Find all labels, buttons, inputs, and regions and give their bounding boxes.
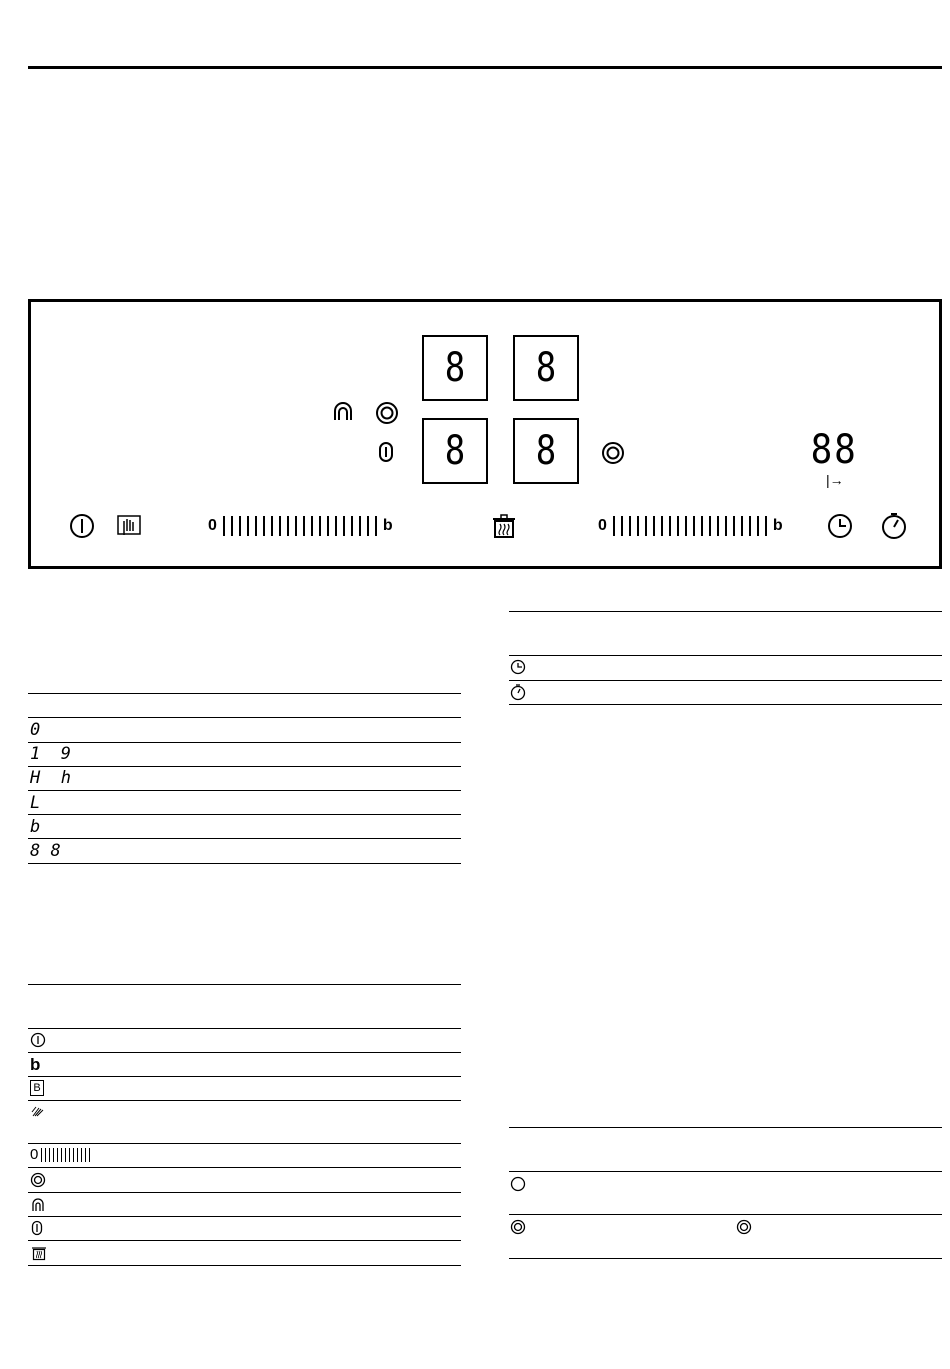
oval-zone-icon [31,1220,43,1236]
zone-display-rear-left: 8 [422,335,488,401]
dual-ring-icon[interactable] [375,401,399,425]
slider-symbol: 0 [30,1146,90,1163]
display-row-l: L [30,793,41,813]
keep-warm-pot-icon [30,1244,48,1262]
rule [28,1265,461,1266]
dual-ring-icon-right[interactable] [601,441,625,465]
boxed-b-symbol: B [30,1080,44,1096]
rule [28,1240,461,1241]
rule [28,1143,461,1144]
slider-right-end: b [772,517,783,534]
power-slider-right[interactable] [598,514,783,538]
power-icon [30,1032,46,1048]
keep-warm-pot-icon[interactable] [490,512,518,540]
rule [28,717,461,718]
display-row-h: H h [30,768,71,788]
dual-ring-icon [736,1219,752,1235]
rule [509,704,942,705]
rule [509,611,942,612]
rule [28,863,461,864]
power-slider-left[interactable] [208,514,393,538]
rule [509,1171,942,1172]
timer-display: 88 [810,427,858,473]
rule [28,1192,461,1193]
rule [509,1214,942,1215]
wipe-protection-icon [30,1104,46,1118]
rule [28,984,461,985]
rule [28,742,461,743]
rule [28,693,461,694]
slider-left-start: 0 [208,517,217,534]
clock-icon[interactable] [827,513,853,539]
rule [28,1052,461,1053]
slider-left-end: b [382,517,393,534]
clock-icon [510,659,526,675]
rule [28,814,461,815]
display-row-0: 0 [30,720,41,740]
zone-display-front-right: 8 [513,418,579,484]
stopwatch-icon[interactable] [881,512,907,540]
power-icon[interactable] [69,513,95,539]
rule [28,1028,461,1029]
bold-b-symbol: b [30,1055,41,1074]
rule [28,838,461,839]
roaster-zone-icon [30,1196,46,1212]
zone-display-rear-right: 8 [513,335,579,401]
rule [28,1100,461,1101]
display-row-b: b [30,817,41,837]
oval-zone-icon[interactable] [378,441,394,463]
rule [509,1258,942,1259]
display-row-1-9: 1 9 [30,744,71,764]
wipe-protection-icon[interactable] [115,513,143,539]
single-ring-icon [510,1176,526,1192]
rule [509,680,942,681]
dual-ring-icon [30,1172,46,1188]
roaster-zone-icon[interactable] [331,400,355,424]
dual-ring-icon [510,1219,526,1235]
rule [509,1127,942,1128]
rule [28,1076,461,1077]
rule [509,655,942,656]
slider-right-start: 0 [598,517,607,534]
timer-arrow: |→ [826,472,844,488]
top-rule [28,66,942,69]
display-row-88: 8 8 [30,841,61,861]
rule [28,1167,461,1168]
rule [28,790,461,791]
rule [28,766,461,767]
stopwatch-icon [510,683,526,701]
rule [28,1216,461,1217]
zone-display-front-left: 8 [422,418,488,484]
